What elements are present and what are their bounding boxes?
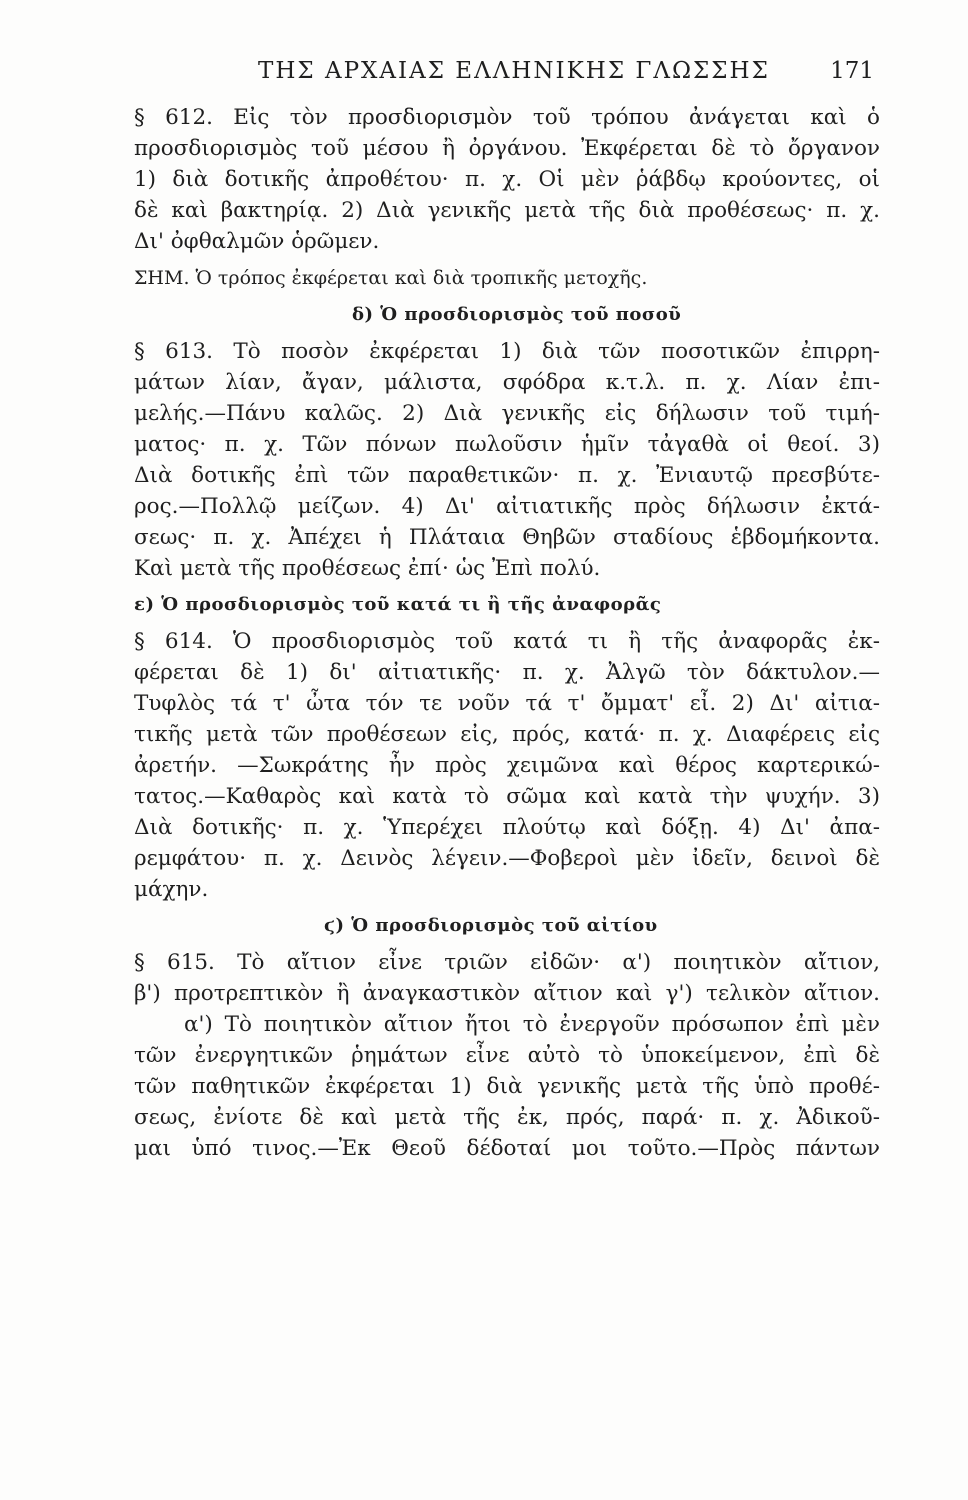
paragraph-614-line-4: τικῆς μετὰ τῶν προθέσεων εἰς, πρός, κατά· π. χ. Διαφέρεις εἰς [134, 722, 880, 747]
paragraph-612-line-2: προσδιορισμὸς τοῦ μέσου ἢ ὀργάνου. Ἐκφέρεται δὲ τὸ ὄργανον [134, 136, 880, 161]
paragraph-612-line-1: § 612. Εἰς τὸν προσδιορισμὸν τοῦ τρόπου ἀνάγεται καὶ ὁ [134, 105, 880, 130]
page-header [128, 58, 880, 88]
page-number: 171 [830, 58, 874, 84]
paragraph-613-line-8: Καὶ μετὰ τῆς προθέσεως ἐπί· ὡς Ἐπὶ πολύ. [134, 556, 601, 581]
paragraph-614-line-9: μάχην. [134, 877, 209, 902]
paragraph-612-line-4: δὲ καὶ βακτηρίᾳ. 2) Διὰ γενικῆς μετὰ τῆς διὰ προθέσεως· π. χ. [134, 198, 880, 223]
paragraph-613-line-6: ρος.—Πολλῷ μείζων. 4) Δι' αἰτιατικῆς πρὸς δήλωσιν ἐκτά- [134, 494, 880, 519]
paragraph-612-line-5: Δι' ὀφθαλμῶν ὁρῶμεν. [134, 229, 380, 254]
paragraph-615-line-5: τῶν παθητικῶν ἐκφέρεται 1) διὰ γενικῆς μετὰ τῆς ὑπὸ προθέ- [134, 1074, 880, 1099]
page-body [134, 102, 880, 1164]
paragraph-614-line-8: ρεμφάτου· π. χ. Δεινὸς λέγειν.—Φοβεροὶ μὲν ἰδεῖν, δεινοὶ δὲ [134, 846, 880, 871]
paragraph-613-line-5: Διὰ δοτικῆς ἐπὶ τῶν παραθετικῶν· π. χ. Ἐνιαυτῷ πρεσβύτε- [134, 463, 880, 488]
section-heading-reference: ε) Ὁ προσδιορισμὸς τοῦ κατά τι ἢ τῆς ἀναφορᾶς [134, 594, 662, 615]
note-line: ΣΗΜ. Ὁ τρόπος ἐκφέρεται καὶ διὰ τροπικῆς μετοχῆς. [134, 267, 648, 289]
paragraph-613-line-7: σεως· π. χ. Ἀπέχει ἡ Πλάταια Θηβῶν σταδίους ἑβδομήκοντα. [134, 525, 880, 550]
paragraph-614-line-5: ἀρετήν. —Σωκράτης ἦν πρὸς χειμῶνα καὶ θέρος καρτερικώ- [134, 753, 880, 778]
paragraph-614-line-7: Διὰ δοτικῆς· π. χ. Ὑπερέχει πλούτῳ καὶ δόξῃ. 4) Δι' ἀπα- [134, 815, 880, 840]
paragraph-614-line-1: § 614. Ὁ προσδιορισμὸς τοῦ κατά τι ἢ τῆς ἀναφορᾶς ἐκ- [134, 629, 880, 654]
paragraph-615-line-3: α') Τὸ ποιητικὸν αἴτιον ἤτοι τὸ ἐνεργοῦν πρόσωπον ἐπὶ μὲν [184, 1012, 880, 1037]
paragraph-613-line-4: ματος· π. χ. Τῶν πόνων πωλοῦσιν ἡμῖν τἀγαθὰ οἱ θεοί. 3) [134, 432, 880, 457]
paragraph-615-line-4: τῶν ἐνεργητικῶν ῥημάτων εἶνε αὐτὸ τὸ ὑποκείμενον, ἐπὶ δὲ [134, 1043, 880, 1068]
paragraph-614-line-6: τατος.—Καθαρὸς καὶ κατὰ τὸ σῶμα καὶ κατὰ τὴν ψυχήν. 3) [134, 784, 880, 809]
section-heading-quantity: δ) Ὁ προσδιορισμὸς τοῦ ποσοῦ [352, 304, 682, 325]
paragraph-613-line-3: μελής.—Πάνυ καλῶς. 2) Διὰ γενικῆς εἰς δήλωσιν τοῦ τιμή- [134, 401, 880, 426]
paragraph-615-line-1: § 615. Τὸ αἴτιον εἶνε τριῶν εἰδῶν· α') ποιητικὸν αἴτιον, [134, 950, 880, 975]
paragraph-615-line-6: σεως, ἐνίοτε δὲ καὶ μετὰ τῆς ἐκ, πρός, παρά· π. χ. Ἀδικοῦ- [134, 1105, 880, 1130]
running-title: ΤΗΣ ΑΡΧΑΙΑΣ ΕΛΛΗΝΙΚΗΣ ΓΛΩΣΣΗΣ [258, 58, 770, 84]
paragraph-615-line-2: β') προτρεπτικὸν ἢ ἀναγκαστικὸν αἴτιον καὶ γ') τελικὸν αἴτιον. [134, 981, 880, 1006]
paragraph-614-line-2: φέρεται δὲ 1) δι' αἰτιατικῆς· π. χ. Ἀλγῶ τὸν δάκτυλον.— [134, 660, 880, 685]
paragraph-613-line-2: μάτων λίαν, ἄγαν, μάλιστα, σφόδρα κ.τ.λ. π. χ. Λίαν ἐπι- [134, 370, 880, 395]
section-heading-cause: ϛ) Ὁ προσδιορισμὸς τοῦ αἰτίου [324, 915, 658, 936]
paragraph-613-line-1: § 613. Τὸ ποσὸν ἐκφέρεται 1) διὰ τῶν ποσοτικῶν ἐπιρρη- [134, 339, 880, 364]
paragraph-612-line-3: 1) διὰ δοτικῆς ἀπροθέτου· π. χ. Οἱ μὲν ῥάβδῳ κρούοντες, οἱ [134, 167, 880, 192]
paragraph-615-line-7: μαι ὑπό τινος.—Ἐκ Θεοῦ δέδοταί μοι τοῦτο.—Πρὸς πάντων [134, 1136, 880, 1161]
paragraph-614-line-3: Τυφλὸς τά τ' ὦτα τόν τε νοῦν τά τ' ὄμματ' εἶ. 2) Δι' αἰτια- [134, 691, 880, 716]
